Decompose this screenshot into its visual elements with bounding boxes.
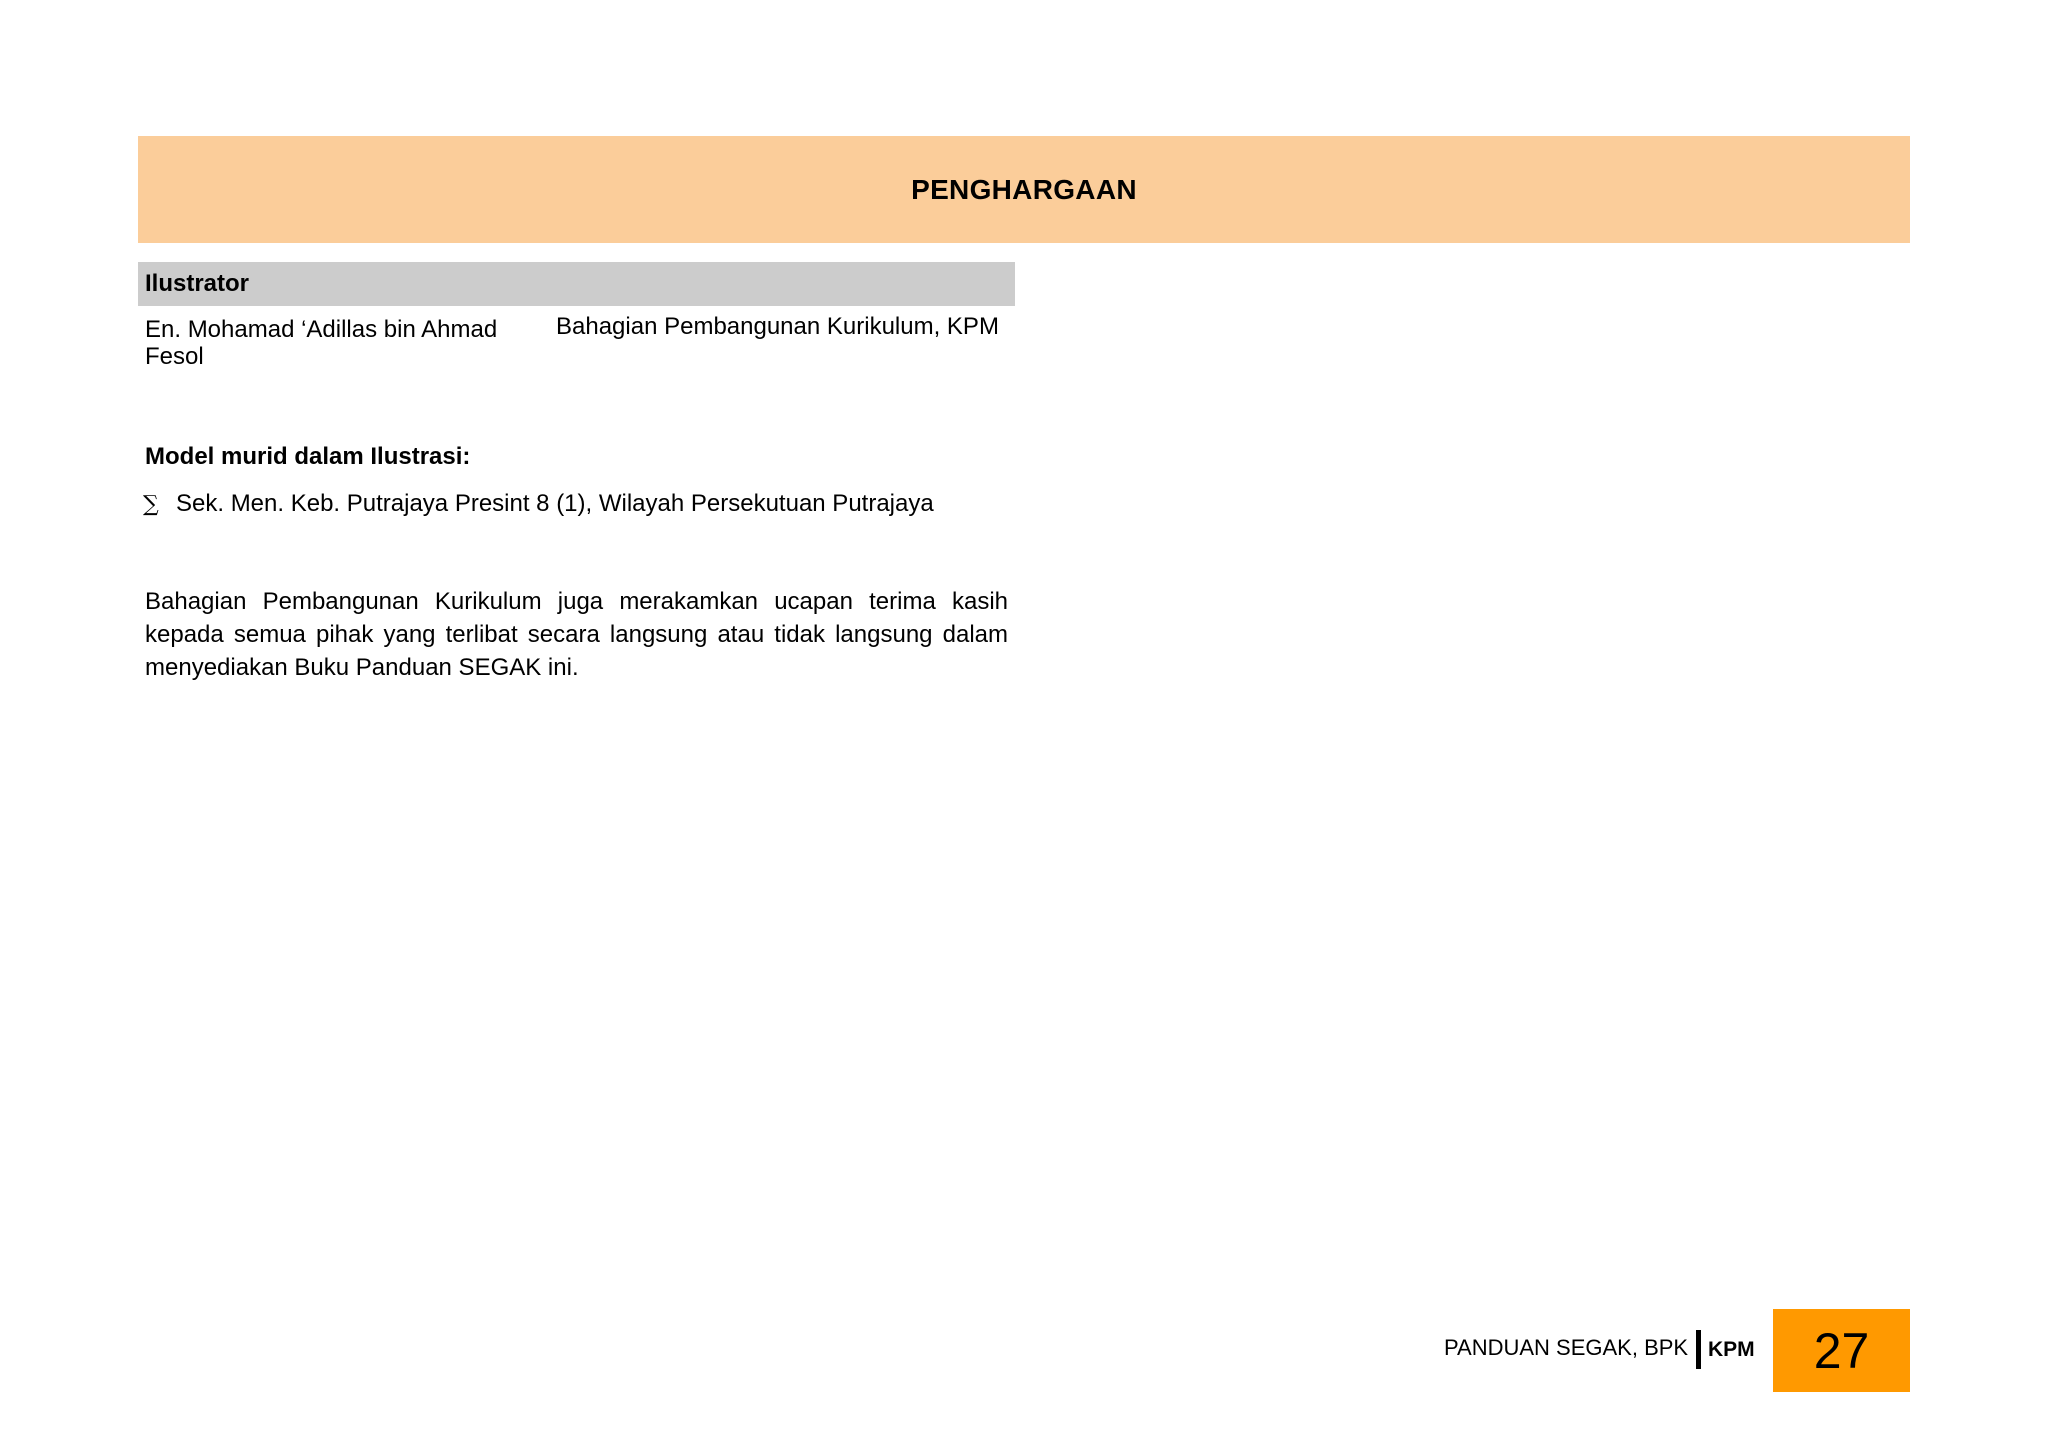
illustrator-section-header xyxy=(138,262,1015,306)
footer-agency: KPM xyxy=(1708,1338,1755,1361)
list-item xyxy=(143,490,934,519)
page-number: 27 xyxy=(1813,1322,1870,1379)
page-title: PENGHARGAAN xyxy=(911,173,1137,205)
footer-divider xyxy=(1696,1330,1701,1369)
bullet-icon: ∑ xyxy=(143,492,159,517)
page-number-box xyxy=(1773,1309,1910,1392)
list-item-text: Sek. Men. Keb. Putrajaya Presint 8 (1), Wilayah Persekutuan Putrajaya xyxy=(176,490,934,517)
footer-publication: PANDUAN SEGAK, BPK xyxy=(1444,1335,1689,1360)
illustrator-organization: Bahagian Pembangunan Kurikulum, KPM xyxy=(556,313,999,340)
illustrator-heading: Ilustrator xyxy=(145,270,250,297)
illustrator-name: En. Mohamad ‘Adillas bin Ahmad Fesol xyxy=(145,316,498,370)
model-section-heading: Model murid dalam Ilustrasi: xyxy=(145,443,471,470)
acknowledgement-paragraph: Bahagian Pembangunan Kurikulum juga merakamkan ucapan terima kasih kepada semua pihak yang terlibat secara langsung atau tidak langsung dalam menyediakan Buku Panduan SEGAK ini. xyxy=(145,588,1008,681)
title-banner xyxy=(138,136,1910,243)
